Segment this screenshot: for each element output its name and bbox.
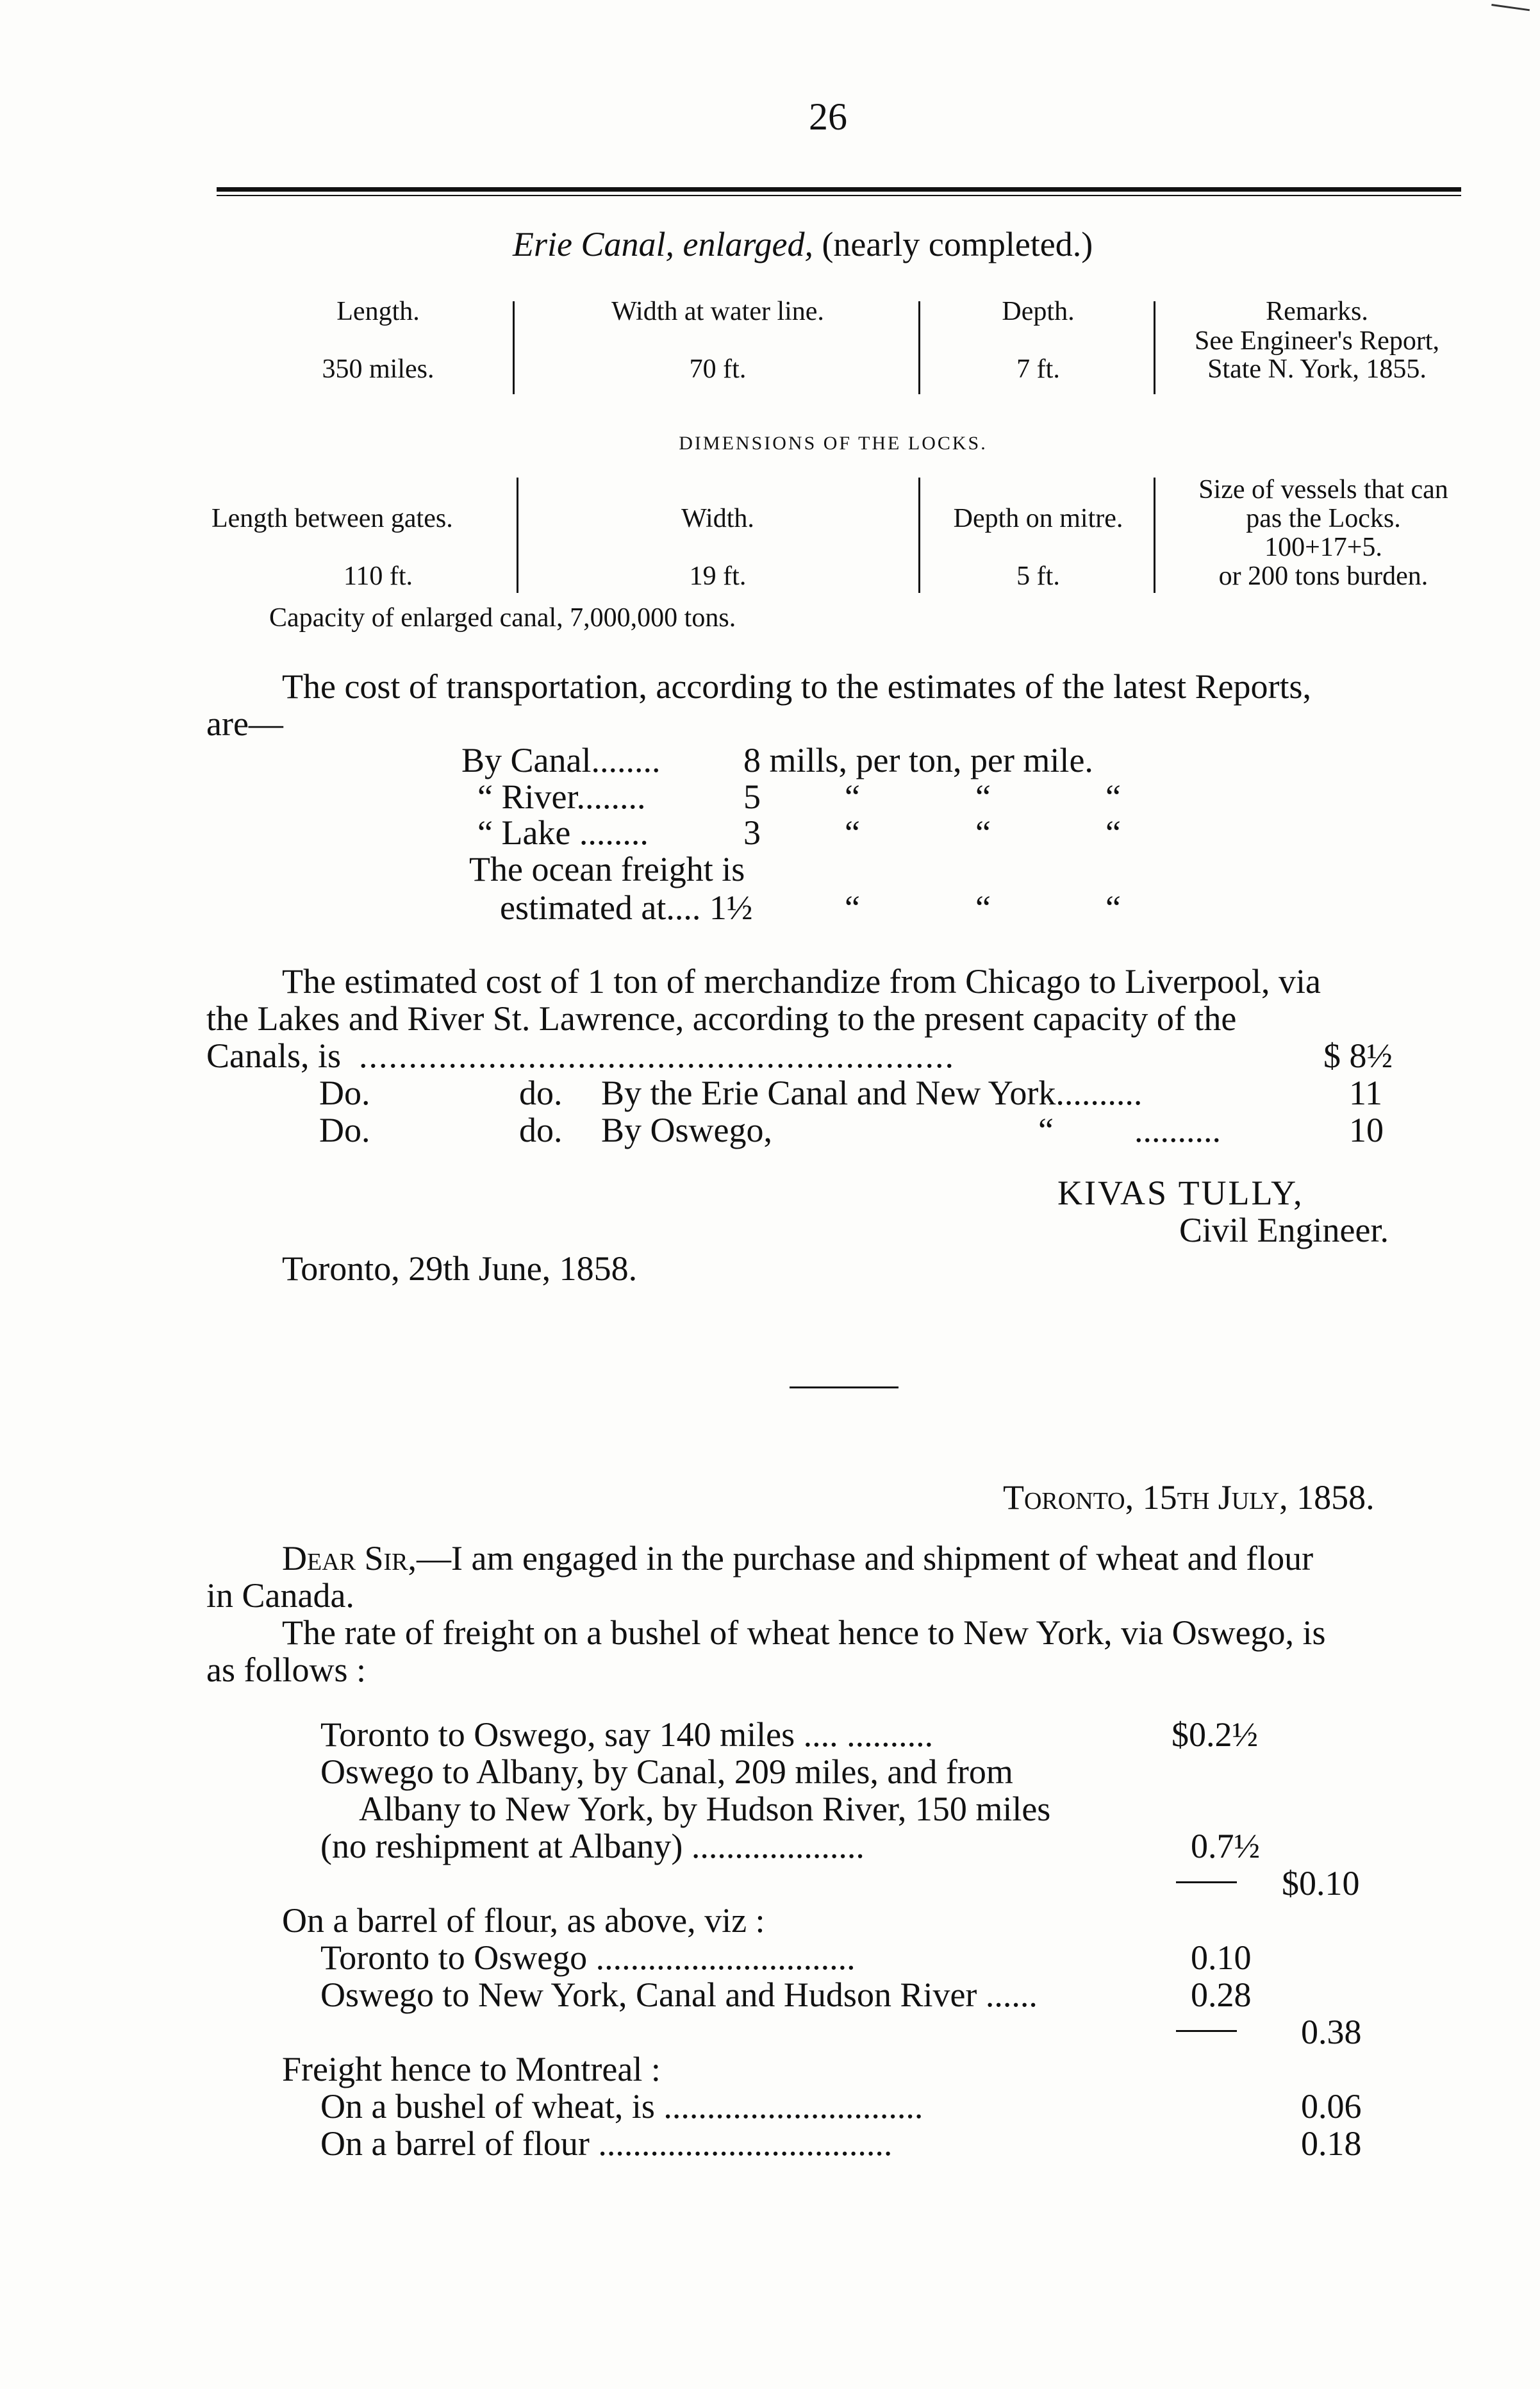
ditto-do: do. — [519, 1074, 563, 1112]
col-width-header: Width at water line. — [611, 297, 824, 326]
locks-length-header: Length between gates. — [211, 504, 453, 533]
letter-place-date: Toronto, 15th July, 1858. — [1003, 1478, 1375, 1517]
flour-row: Oswego to New York, Canal and Hudson River ...... — [320, 1976, 1038, 2014]
para2-line: The rate of freight on a bushel of wheat hence to New York, via Oswego, is — [282, 1613, 1326, 1652]
montreal-value: 0.06 — [1301, 2087, 1362, 2126]
vessel-size-line: pas the Locks. — [1246, 504, 1401, 533]
signature-title: Civil Engineer. — [1179, 1211, 1389, 1249]
ditto-mark: “ — [845, 888, 860, 927]
table-divider — [517, 478, 518, 593]
vessel-size-line: Size of vessels that can — [1198, 475, 1448, 504]
transport-intro: The cost of transportation, according to the estimates of the latest Reports, — [282, 667, 1312, 706]
rate-value: 5 — [743, 778, 761, 816]
col-remarks-header: Remarks. — [1266, 297, 1368, 326]
locks-depth-value: 5 ft. — [1016, 562, 1060, 591]
route-value: 10 — [1349, 1111, 1384, 1149]
col-width-value: 70 ft. — [689, 354, 747, 384]
locks-heading: DIMENSIONS OF THE LOCKS. — [679, 433, 988, 454]
ditto-mark: “ — [845, 778, 860, 816]
header-rule — [217, 187, 1461, 192]
col-length-header: Length. — [336, 297, 420, 326]
leader-dots: .......... — [1134, 1111, 1221, 1149]
wheat-row: (no reshipment at Albany) .................... — [320, 1827, 865, 1865]
table-divider — [1154, 301, 1155, 394]
locks-length-value: 110 ft. — [343, 562, 413, 591]
flour-value: 0.10 — [1191, 1938, 1252, 1977]
title-rest: (nearly completed.) — [822, 225, 1093, 263]
flour-value: 0.28 — [1191, 1976, 1252, 2014]
wheat-row: Albany to New York, by Hudson River, 150 miles — [359, 1790, 1051, 1828]
rate-label: “ River........ — [477, 778, 646, 816]
header-rule-thin — [217, 195, 1461, 196]
ditto-mark: “ — [1038, 1111, 1054, 1149]
wheat-row: Oswego to Albany, by Canal, 209 miles, and from — [320, 1752, 1013, 1791]
para2-line: as follows : — [206, 1651, 366, 1689]
remarks-line: State N. York, 1855. — [1207, 354, 1427, 384]
estimated-line: Canals, is — [206, 1036, 341, 1075]
title-italic: Erie Canal, enlarged, — [513, 225, 813, 263]
signature-name: KIVAS TULLY, — [1057, 1174, 1304, 1212]
flour-intro: On a barrel of flour, as above, viz : — [282, 1901, 765, 1940]
table-divider — [513, 301, 515, 394]
locks-depth-header: Depth on mitre. — [953, 504, 1123, 533]
letter-para-line — [282, 1538, 1313, 1578]
wheat-total: $0.10 — [1282, 1864, 1360, 1902]
leader-dots: ............................................................ — [359, 1036, 955, 1075]
ditto-mark: “ — [1105, 813, 1121, 852]
para1-line: —I am engaged in the purchase and shipment of wheat and flour — [417, 1539, 1314, 1577]
table-divider — [918, 478, 920, 593]
wheat-row: Toronto to Oswego, say 140 miles .... .......... — [320, 1715, 934, 1754]
montreal-value: 0.18 — [1301, 2124, 1362, 2163]
ditto-mark: “ — [975, 888, 991, 927]
flour-total: 0.38 — [1301, 2013, 1362, 2051]
ditto-mark: “ — [975, 813, 991, 852]
ditto-do: Do. — [319, 1111, 370, 1149]
section-title — [513, 224, 1093, 264]
route-text: By Oswego, — [601, 1111, 772, 1149]
section-divider — [790, 1386, 898, 1388]
ditto-mark: “ — [1105, 778, 1121, 816]
table-divider — [1154, 478, 1155, 593]
sum-rule — [1176, 2030, 1237, 2032]
page-corner-mark — [1489, 4, 1530, 30]
col-depth-value: 7 ft. — [1016, 354, 1060, 384]
montreal-intro: Freight hence to Montreal : — [282, 2050, 661, 2088]
table-divider — [918, 301, 920, 394]
rate-label: By Canal........ — [461, 741, 661, 779]
ditto-mark: “ — [1105, 888, 1121, 927]
montreal-row: On a bushel of wheat, is .............................. — [320, 2087, 923, 2126]
flour-row: Toronto to Oswego .............................. — [320, 1938, 856, 1977]
col-depth-header: Depth. — [1002, 297, 1075, 326]
locks-width-value: 19 ft. — [689, 562, 747, 591]
rate-value: 8 mills, per ton, per mile. — [743, 741, 1093, 779]
col-length-value: 350 miles. — [322, 354, 435, 384]
montreal-row: On a barrel of flour .................................. — [320, 2124, 893, 2163]
para1-line: in Canada. — [206, 1576, 354, 1615]
ocean-freight-line: The ocean freight is — [469, 850, 745, 888]
rate-value: 3 — [743, 813, 761, 852]
route-text: By the Erie Canal and New York.......... — [601, 1074, 1143, 1112]
date-line: Toronto, 29th June, 1858. — [282, 1249, 638, 1288]
estimated-value: $ 8½ — [1323, 1036, 1393, 1075]
estimated-line: The estimated cost of 1 ton of merchandize from Chicago to Liverpool, via — [282, 962, 1321, 1001]
salutation: Dear Sir, — [282, 1539, 417, 1577]
vessel-size-line: 100+17+5. — [1264, 533, 1382, 562]
wheat-value: $0.2½ — [1172, 1715, 1258, 1754]
ocean-freight-value: estimated at.... 1½ — [500, 888, 753, 927]
estimated-line: the Lakes and River St. Lawrence, according to the present capacity of the — [206, 999, 1237, 1038]
ditto-do: Do. — [319, 1074, 370, 1112]
sum-rule — [1176, 1881, 1237, 1883]
wheat-value: 0.7½ — [1191, 1827, 1260, 1865]
locks-width-header: Width. — [681, 504, 754, 533]
ditto-mark: “ — [975, 778, 991, 816]
rate-label: “ Lake ........ — [477, 813, 649, 852]
transport-intro-end: are— — [206, 704, 283, 743]
capacity-note: Capacity of enlarged canal, 7,000,000 tons. — [269, 603, 736, 633]
ditto-mark: “ — [845, 813, 860, 852]
route-value: 11 — [1349, 1074, 1382, 1112]
remarks-line: See Engineer's Report, — [1195, 326, 1439, 356]
page-number: 26 — [809, 96, 847, 138]
ditto-do: do. — [519, 1111, 563, 1149]
vessel-size-line: or 200 tons burden. — [1218, 562, 1428, 591]
